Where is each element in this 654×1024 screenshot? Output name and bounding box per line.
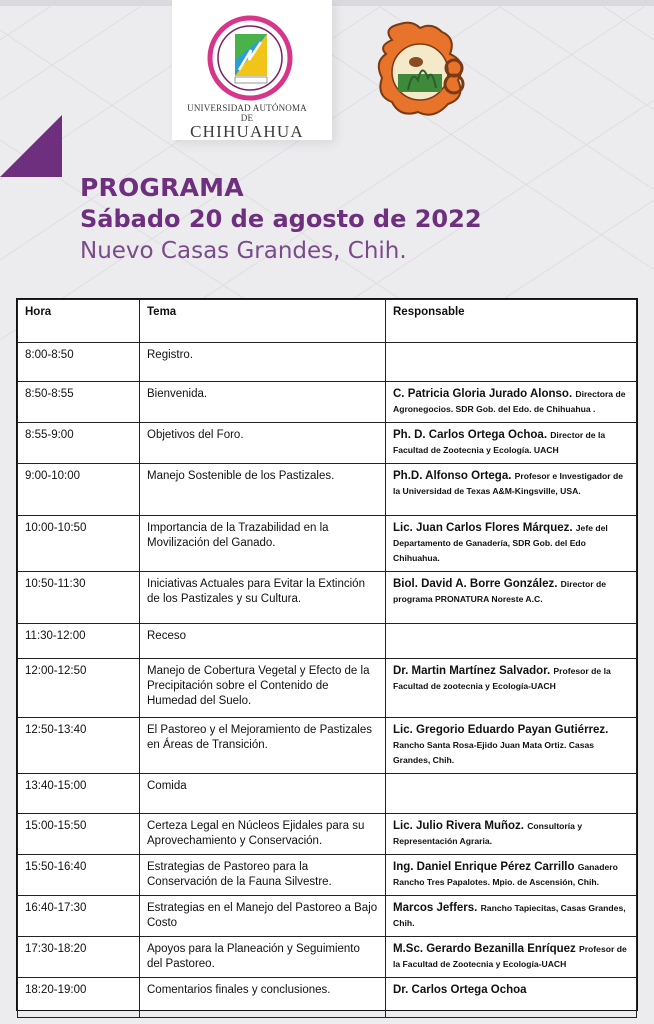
cell-tema: Apoyos para la Planeación y Seguimiento del Pastoreo. bbox=[140, 937, 386, 978]
cell-hora: 17:30-18:20 bbox=[18, 937, 140, 978]
responsable-note: Consultoría y Representación Agraria. bbox=[393, 821, 583, 846]
cell-responsable bbox=[386, 659, 637, 718]
cell-responsable bbox=[386, 464, 637, 516]
cell-hora: 15:00-15:50 bbox=[18, 814, 140, 855]
program-date: Sábado 20 de agosto de 2022 bbox=[80, 205, 482, 233]
cell-hora: 18:20-19:00 bbox=[18, 978, 140, 1018]
table-row bbox=[18, 774, 637, 814]
cell-hora: 10:50-11:30 bbox=[18, 572, 140, 624]
responsable-note: Jefe del Departamento de Ganadería, SDR Gob. del Edo Chihuahua. bbox=[393, 523, 608, 563]
responsable-note: Ganadero Rancho Tres Papalotes. Mpio. de Ascensión, Chih. bbox=[393, 862, 618, 887]
cell-hora: 10:00-10:50 bbox=[18, 516, 140, 572]
university-name-line1: UNIVERSIDAD AUTÓNOMA DE bbox=[187, 103, 307, 123]
cell-tema: Estrategias en el Manejo del Pastoreo a Bajo Costo bbox=[140, 896, 386, 937]
cell-tema: Receso bbox=[140, 624, 386, 659]
cell-responsable bbox=[386, 814, 637, 855]
responsable-note: Rancho Santa Rosa-Ejido Juan Mata Ortiz. Casas Grandes, Chih. bbox=[393, 740, 595, 765]
responsable-note: Director de programa PRONATURA Noreste A.C. bbox=[393, 579, 607, 604]
cell-tema: Comentarios finales y conclusiones. bbox=[140, 978, 386, 1018]
cell-responsable bbox=[386, 516, 637, 572]
table-row bbox=[18, 572, 637, 624]
cell-tema: Comida bbox=[140, 774, 386, 814]
cell-responsable bbox=[386, 572, 637, 624]
table-row bbox=[18, 382, 637, 423]
cell-responsable bbox=[386, 343, 637, 382]
university-name-line2: CHIHUAHUA bbox=[190, 122, 304, 141]
cell-tema: Bienvenida. bbox=[140, 382, 386, 423]
responsable-name: Marcos Jeffers. bbox=[393, 902, 478, 914]
table-row bbox=[18, 423, 637, 464]
table-row bbox=[18, 978, 637, 1018]
table-row bbox=[18, 343, 637, 382]
cell-tema: Estrategias de Pastoreo para la Conservación de la Fauna Silvestre. bbox=[140, 855, 386, 896]
schedule-rows bbox=[18, 343, 637, 1018]
cell-responsable bbox=[386, 423, 637, 464]
cell-tema: Certeza Legal en Núcleos Ejidales para su Aprovechamiento y Conservación. bbox=[140, 814, 386, 855]
table-row bbox=[18, 896, 637, 937]
cell-tema: Iniciativas Actuales para Evitar la Extinción de los Pastizales y su Cultura. bbox=[140, 572, 386, 624]
cell-responsable bbox=[386, 718, 637, 774]
table-row bbox=[18, 937, 637, 978]
responsable-name: Lic. Gregorio Eduardo Payan Gutiérrez. bbox=[393, 724, 609, 736]
table-row bbox=[18, 718, 637, 774]
header-responsable: Responsable bbox=[386, 300, 637, 343]
responsable-note: Profesor de la Facultad de zootecnia y Ecología-UACH bbox=[393, 666, 611, 691]
cell-hora: 15:50-16:40 bbox=[18, 855, 140, 896]
cell-hora: 9:00-10:00 bbox=[18, 464, 140, 516]
table-row bbox=[18, 814, 637, 855]
responsable-note: Director de la Facultad de Zootecnia y Ecología. UACH bbox=[393, 430, 606, 455]
cell-hora: 8:50-8:55 bbox=[18, 382, 140, 423]
responsable-name: Lic. Julio Rivera Muñoz. bbox=[393, 820, 524, 832]
responsable-name: Biol. David A. Borre González. bbox=[393, 578, 558, 590]
responsable-name: Dr. Martin Martínez Salvador. bbox=[393, 665, 551, 677]
uach-logo-icon bbox=[195, 14, 305, 102]
cell-hora: 12:00-12:50 bbox=[18, 659, 140, 718]
responsable-note: Profesor de la Facultad de Zootecnia y Ecología-UACH bbox=[393, 944, 627, 969]
responsable-name: Ing. Daniel Enrique Pérez Carrillo bbox=[393, 861, 575, 873]
cell-hora: 8:00-8:50 bbox=[18, 343, 140, 382]
cell-tema: Objetivos del Foro. bbox=[140, 423, 386, 464]
program-place: Nuevo Casas Grandes, Chih. bbox=[80, 238, 407, 264]
cell-responsable bbox=[386, 855, 637, 896]
cell-responsable bbox=[386, 774, 637, 814]
table-header-row bbox=[18, 300, 637, 343]
table-row bbox=[18, 659, 637, 718]
cell-responsable bbox=[386, 382, 637, 423]
cell-hora: 11:30-12:00 bbox=[18, 624, 140, 659]
responsable-note: Directora de Agronegocios. SDR Gob. del Edo. de Chihuahua . bbox=[393, 389, 626, 414]
cell-hora: 16:40-17:30 bbox=[18, 896, 140, 937]
responsable-name: C. Patricia Gloria Jurado Alonso. bbox=[393, 388, 573, 400]
responsable-name: Ph.D. Alfonso Ortega. bbox=[393, 470, 512, 482]
cell-tema: Manejo de Cobertura Vegetal y Efecto de la Precipitación sobre el Contenido de Humedad del Suelo. bbox=[140, 659, 386, 718]
cell-hora: 12:50-13:40 bbox=[18, 718, 140, 774]
responsable-note: Rancho Tapiecitas, Casas Grandes, Chih. bbox=[393, 903, 626, 928]
table-row bbox=[18, 624, 637, 659]
cell-hora: 13:40-15:00 bbox=[18, 774, 140, 814]
purple-triangle bbox=[0, 115, 62, 177]
cell-tema: El Pastoreo y el Mejoramiento de Pastizales en Áreas de Transición. bbox=[140, 718, 386, 774]
cell-responsable bbox=[386, 978, 637, 1018]
table-row bbox=[18, 516, 637, 572]
schedule-table-container bbox=[16, 298, 638, 1011]
cell-hora: 8:55-9:00 bbox=[18, 423, 140, 464]
responsable-name: Lic. Juan Carlos Flores Márquez. bbox=[393, 522, 573, 534]
cell-tema: Manejo Sostenible de los Pastizales. bbox=[140, 464, 386, 516]
cell-responsable bbox=[386, 896, 637, 937]
faculty-logo-icon bbox=[372, 18, 470, 122]
responsable-note: Profesor e Investigador de la Universidad de Texas A&M-Kingsville, USA. bbox=[393, 471, 624, 496]
responsable-name: Ph. D. Carlos Ortega Ochoa. bbox=[393, 429, 548, 441]
header-tema: Tema bbox=[140, 300, 386, 343]
program-titles bbox=[80, 172, 482, 267]
cell-tema: Importancia de la Trazabilidad en la Movilización del Ganado. bbox=[140, 516, 386, 572]
cell-tema: Registro. bbox=[140, 343, 386, 382]
schedule-table bbox=[17, 299, 637, 1018]
university-name bbox=[180, 103, 314, 142]
program-title: PROGRAMA bbox=[80, 173, 244, 202]
cell-responsable bbox=[386, 937, 637, 978]
responsable-name: M.Sc. Gerardo Bezanilla Enríquez bbox=[393, 943, 576, 955]
table-row bbox=[18, 464, 637, 516]
table-row bbox=[18, 855, 637, 896]
cell-responsable bbox=[386, 624, 637, 659]
header-hora: Hora bbox=[18, 300, 140, 343]
responsable-name: Dr. Carlos Ortega Ochoa bbox=[393, 984, 527, 996]
